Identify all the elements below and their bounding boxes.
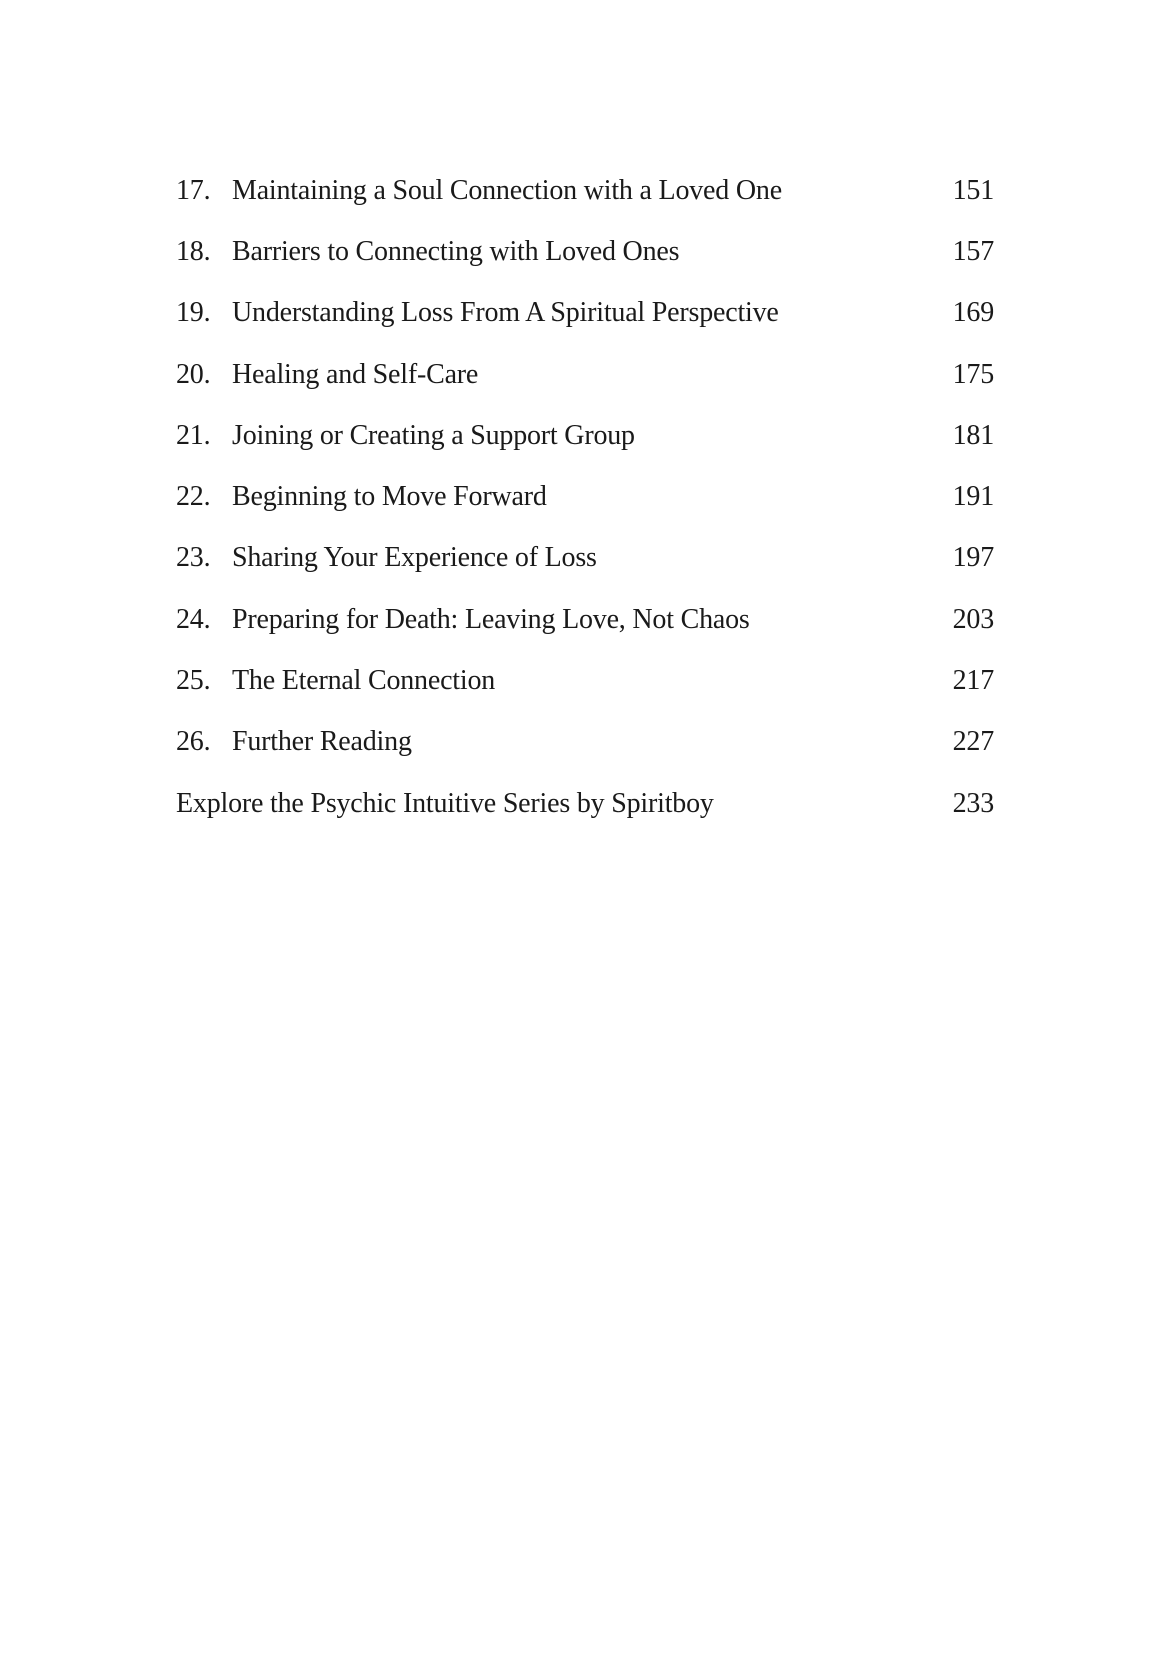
- toc-entry-page: 217: [952, 665, 994, 697]
- toc-entry-18[interactable]: [176, 221, 994, 282]
- toc-entry-page: 151: [952, 174, 994, 206]
- toc-entry-number: 24.: [176, 603, 211, 635]
- toc-entry-number: 17.: [176, 174, 211, 206]
- table-of-contents: [176, 160, 994, 834]
- toc-entry-page: 203: [952, 603, 994, 635]
- toc-entry-24[interactable]: [176, 589, 994, 650]
- toc-entry-21[interactable]: [176, 405, 994, 466]
- toc-entry-23[interactable]: [176, 528, 994, 589]
- toc-entry-title: The Eternal Connection: [232, 665, 496, 697]
- toc-entry-page: 197: [952, 542, 994, 574]
- toc-entry-page: 191: [952, 481, 994, 513]
- toc-entry-number: 22.: [176, 481, 211, 513]
- toc-entry-title: Healing and Self-Care: [232, 358, 479, 390]
- toc-entry-title: Beginning to Move Forward: [232, 481, 547, 513]
- toc-entry-number: 25.: [176, 665, 211, 697]
- toc-entry-number: 23.: [176, 542, 211, 574]
- toc-entry-title: Sharing Your Experience of Loss: [232, 542, 597, 574]
- toc-entry-number: 21.: [176, 419, 211, 451]
- toc-entry-title: Explore the Psychic Intuitive Series by Spiritboy: [176, 787, 714, 819]
- toc-entry-title: Further Reading: [232, 726, 412, 758]
- toc-entry-title: Understanding Loss From A Spiritual Perspective: [232, 297, 779, 329]
- toc-entry-25[interactable]: [176, 650, 994, 711]
- toc-entry-page: 157: [952, 235, 994, 267]
- toc-entry-26[interactable]: [176, 712, 994, 773]
- toc-entry-22[interactable]: [176, 466, 994, 527]
- toc-entry-number: 20.: [176, 358, 211, 390]
- toc-entry-title: Barriers to Connecting with Loved Ones: [232, 235, 680, 267]
- toc-entry-closing[interactable]: [176, 773, 994, 834]
- toc-entry-title: Maintaining a Soul Connection with a Loved One: [232, 174, 782, 206]
- toc-entry-number: 19.: [176, 297, 211, 329]
- toc-entry-20[interactable]: [176, 344, 994, 405]
- toc-entry-page: 233: [952, 787, 994, 819]
- toc-entry-page: 181: [952, 419, 994, 451]
- toc-entry-number: 18.: [176, 235, 211, 267]
- toc-entry-page: 227: [952, 726, 994, 758]
- toc-entry-page: 169: [952, 297, 994, 329]
- toc-entry-page: 175: [952, 358, 994, 390]
- toc-entry-19[interactable]: [176, 283, 994, 344]
- toc-entry-number: 26.: [176, 726, 211, 758]
- toc-entry-title: Preparing for Death: Leaving Love, Not Chaos: [232, 603, 750, 635]
- toc-entry-17[interactable]: [176, 160, 994, 221]
- toc-entry-title: Joining or Creating a Support Group: [232, 419, 635, 451]
